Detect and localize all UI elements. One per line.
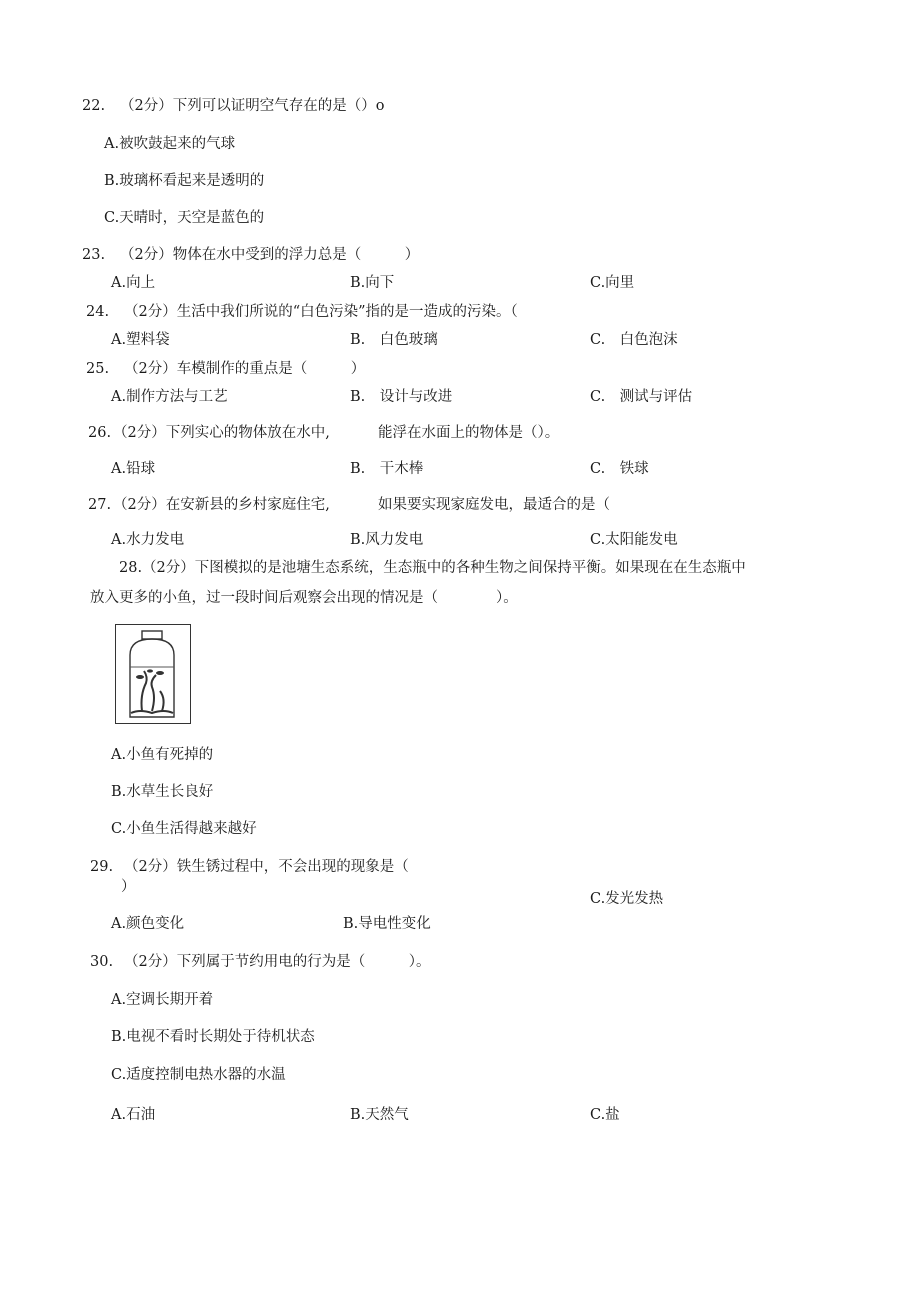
question-29-number: 29.: [90, 859, 114, 875]
question-28-option-b: B.水草生长良好: [111, 784, 214, 800]
question-24-option-c: C. 白色泡沫: [590, 332, 678, 348]
question-28-option-c: C.小鱼生活得越来越好: [111, 821, 257, 837]
question-29-stem-continued: ）: [121, 879, 136, 895]
question-27-option-a: A.水力发电: [111, 532, 185, 548]
question-30-stem: （2分）下列属于节约用电的行为是（ ）。: [124, 954, 431, 970]
question-22-option-a: A.被吹鼓起来的气球: [104, 136, 236, 152]
question-29-option-c: C.发光发热: [590, 891, 664, 907]
question-27-option-c: C.太阳能发电: [590, 532, 678, 548]
question-26-number: 26.: [88, 425, 112, 441]
question-22-option-b: B.玻璃杯看起来是透明的: [104, 173, 265, 189]
question-28-stem: 28.（2分）下图模拟的是池塘生态系统，生态瓶中的各种生物之间保持平衡。如果现在在生态瓶中: [119, 560, 746, 576]
question-23-option-a: A.向上: [111, 275, 156, 291]
question-29-option-b: B.导电性变化: [343, 916, 431, 932]
question-25-stem: （2分）车模制作的重点是（ ）: [124, 361, 366, 377]
question-23-number: 23.: [82, 247, 106, 263]
question-30-option-a: A.空调长期开着: [111, 992, 214, 1008]
question-26-stem: （2分）下列实心的物体放在水中,: [113, 425, 330, 441]
question-25-option-a: A.制作方法与工艺: [111, 389, 228, 405]
question-26-option-a: A.铅球: [111, 461, 156, 477]
question-30-option-b: B.电视不看时长期处于待机状态: [111, 1029, 315, 1045]
question-23-option-c: C.向里: [590, 275, 635, 291]
question-23-option-b: B.向下: [350, 275, 395, 291]
question-29-option-a: A.颜色变化: [111, 916, 185, 932]
question-30-number: 30.: [90, 954, 114, 970]
question-24-stem: （2分）生活中我们所说的“白色污染”指的是一造成的污染。（: [124, 304, 518, 320]
question-23-stem: （2分）物体在水中受到的浮力总是（ ）: [120, 247, 420, 263]
question-24-option-b: B. 白色玻璃: [350, 332, 438, 348]
question-27-number: 27.: [88, 497, 112, 513]
extra-option-b: B.天然气: [350, 1107, 409, 1123]
question-27-stem-continued: 如果要实现家庭发电，最适合的是（: [378, 497, 610, 513]
question-27-stem: （2分）在安新县的乡村家庭住宅,: [113, 497, 330, 513]
question-22-option-c: C.天晴时，天空是蓝色的: [104, 210, 265, 226]
extra-option-a: A.石油: [111, 1107, 156, 1123]
question-28-stem-continued: 放入更多的小鱼，过一段时间后观察会出现的情况是（ ）。: [90, 590, 518, 606]
ecological-bottle-illustration: [115, 624, 191, 724]
question-29-stem: （2分）铁生锈过程中，不会出现的现象是（: [124, 859, 409, 875]
question-22-stem: （2分）下列可以证明空气存在的是（）o: [120, 98, 385, 114]
question-24-option-a: A.塑料袋: [111, 332, 170, 348]
question-25-option-b: B. 设计与改进: [350, 389, 453, 405]
question-26-stem-continued: 能浮在水面上的物体是（）。: [378, 425, 560, 441]
question-22-number: 22.: [82, 98, 106, 114]
question-25-option-c: C. 测试与评估: [590, 389, 693, 405]
question-26-option-c: C. 铁球: [590, 461, 649, 477]
question-25-number: 25.: [86, 361, 110, 377]
question-26-option-b: B. 干木棒: [350, 461, 424, 477]
extra-option-c: C.盐: [590, 1107, 620, 1123]
question-27-option-b: B.风力发电: [350, 532, 424, 548]
question-24-number: 24.: [86, 304, 110, 320]
question-28-option-a: A.小鱼有死掉的: [111, 747, 214, 763]
question-30-option-c: C.适度控制电热水器的水温: [111, 1067, 286, 1083]
